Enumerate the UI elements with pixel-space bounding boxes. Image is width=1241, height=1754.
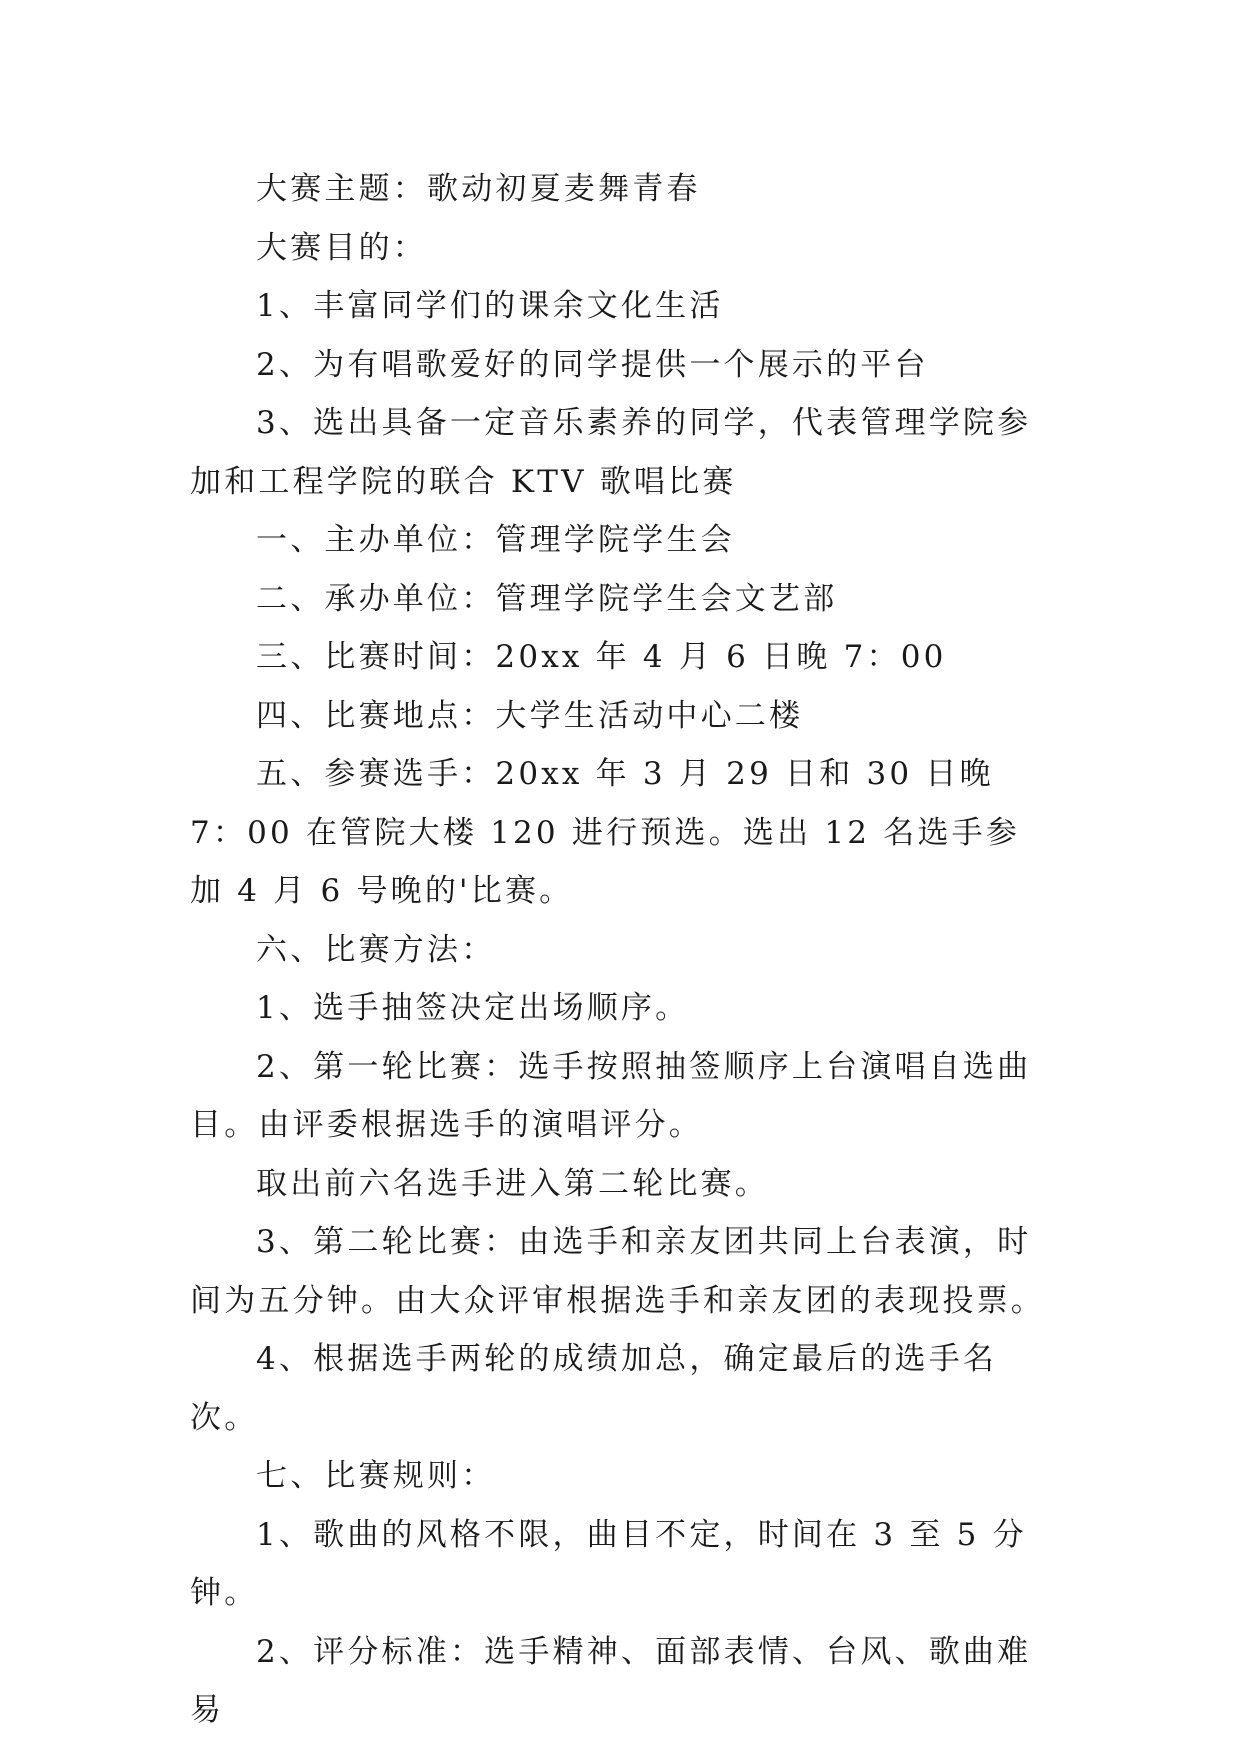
- paragraph-method-1: 1、选手抽签决定出场顺序。: [256, 990, 690, 1026]
- document-page: [190, 160, 1050, 1740]
- paragraph-method-3: 3、第二轮比赛：由选手和亲友团共同上台表演，时间为五分钟。由大众评审根据选手和亲友团的表现投票。: [190, 1224, 1045, 1319]
- paragraph-purpose-heading: 大赛目的：: [256, 229, 427, 266]
- paragraph-time: 三、比赛时间：20xx 年 4 月 6 日晚 7：00: [256, 639, 947, 675]
- paragraph-method-2: 2、第一轮比赛：选手按照抽签顺序上台演唱自选曲目。由评委根据选手的演唱评分。: [190, 1048, 1032, 1143]
- paragraph-method-heading: 六、比赛方法：: [256, 931, 496, 968]
- paragraph-rules-1: 1、歌曲的风格不限，曲目不定，时间在 3 至 5 分钟。: [190, 1516, 1027, 1611]
- paragraph-rules-2: 2、评分标准：选手精神、面部表情、台风、歌曲难易: [190, 1633, 1032, 1728]
- paragraph-organizer: 一、主办单位：管理学院学生会: [256, 522, 735, 558]
- paragraph-co-organizer: 二、承办单位：管理学院学生会文艺部: [256, 580, 838, 617]
- paragraph-rules-heading: 七、比赛规则：: [256, 1458, 496, 1494]
- paragraph-method-2-cont: 取出前六名选手进入第二轮比赛。: [256, 1165, 769, 1202]
- paragraph-method-4: 4、根据选手两轮的成绩加总，确定最后的选手名次。: [190, 1341, 998, 1436]
- paragraph-theme: 大赛主题：歌动初夏麦舞青春: [256, 171, 701, 207]
- paragraph-contestants: 五、参赛选手：20xx 年 3 月 29 日和 30 日晚 7：00 在管院大楼 120 进行预选。选出 12 名选手参加 4 月 6 号晚的'比赛。: [190, 756, 1021, 909]
- paragraph-purpose-1: 1、丰富同学们的课余文化生活: [256, 288, 724, 324]
- paragraph-location: 四、比赛地点：大学生活动中心二楼: [256, 697, 804, 734]
- paragraph-purpose-3: 3、选出具备一定音乐素养的同学，代表管理学院参加和工程学院的联合 KTV 歌唱比赛: [190, 405, 1032, 500]
- paragraph-purpose-2: 2、为有唱歌爱好的同学提供一个展示的平台: [256, 346, 929, 383]
